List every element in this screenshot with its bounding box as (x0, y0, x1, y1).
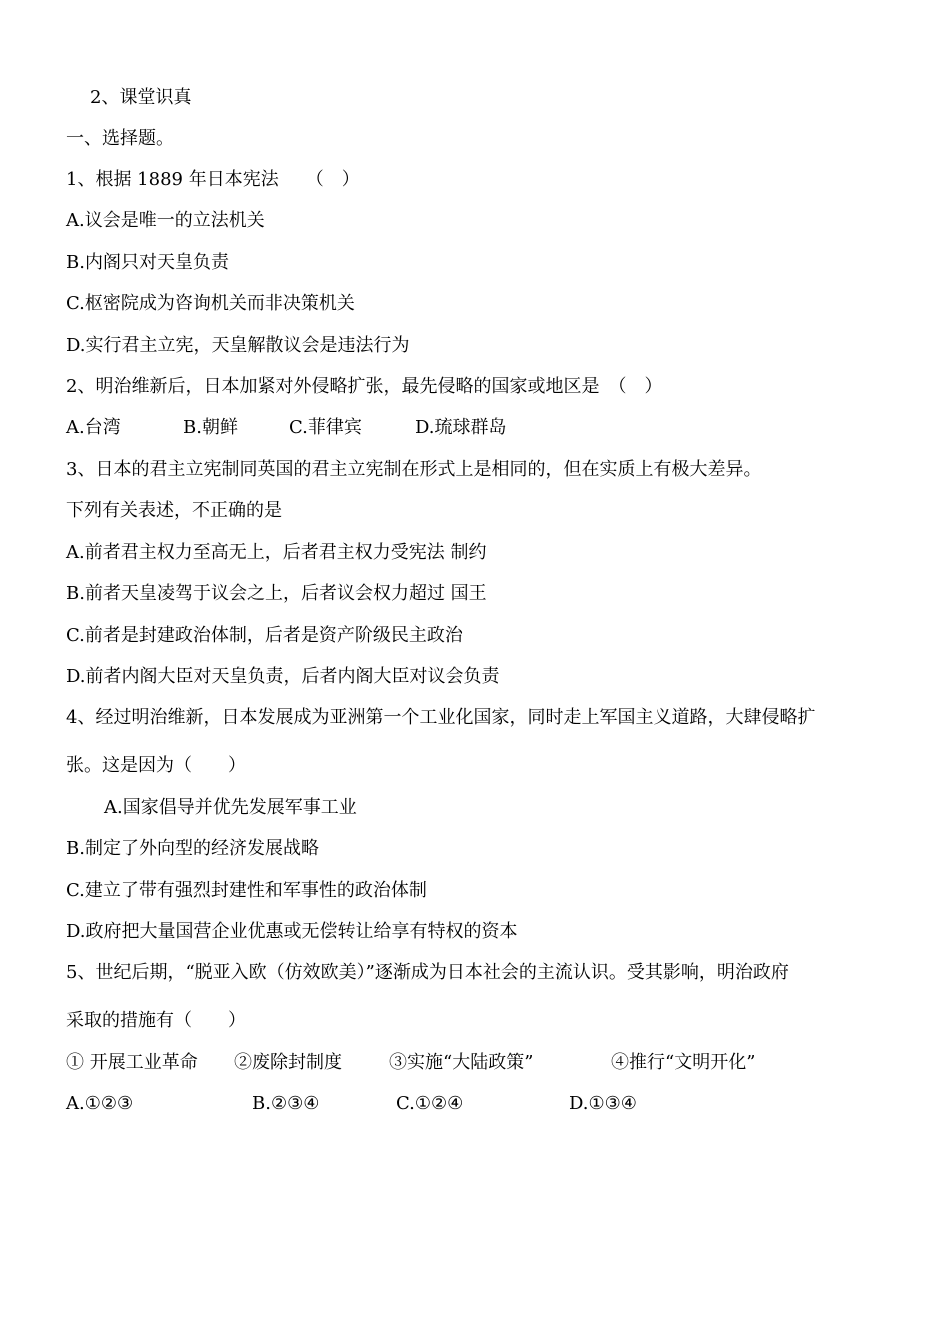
question-4-option-d: D.政府把大量国营企业优惠或无偿转让给享有特权的资本 (66, 921, 518, 942)
part-title: 一、选择题。 (66, 128, 174, 149)
section-heading: 2、课堂识真 (90, 87, 192, 108)
question-1-option-d: D.实行君主立宪，天皇解散议会是违法行为 (66, 335, 410, 356)
question-5-item-2: ②废除封制度 (234, 1052, 342, 1073)
question-5-option-d: D.①③④ (569, 1093, 637, 1114)
question-3-option-b: B.前者天皇凌驾于议会之上，后者议会权力超过 国王 (66, 583, 487, 604)
question-2-option-b: B.朝鲜 (183, 417, 238, 438)
question-3-option-c: C.前者是封建政治体制，后者是资产阶级民主政治 (66, 625, 463, 646)
question-5-options (66, 1092, 910, 1116)
question-5-item-4: ④推行“文明开化” (611, 1052, 756, 1073)
question-4-option-c: C.建立了带有强烈封建性和军事性的政治体制 (66, 880, 427, 901)
question-4-stem-line-2: 张。这是因为（ ） (66, 755, 246, 776)
question-2-option-d: D.琉球群岛 (415, 417, 507, 438)
question-5-items (66, 1051, 910, 1075)
question-4-option-b: B.制定了外向型的经济发展战略 (66, 838, 319, 859)
question-1-stem: 1、根据 1889 年日本宪法 （ ） (66, 169, 360, 190)
question-2-option-c: C.菲律宾 (289, 417, 362, 438)
question-5-item-1: ① 开展工业革命 (66, 1052, 198, 1073)
question-1-option-a: A.议会是唯一的立法机关 (66, 210, 265, 231)
question-3-stem-line-1: 3、日本的君主立宪制同英国的君主立宪制在形式上是相同的，但在实质上有极大差异。 (66, 459, 762, 480)
question-2-stem: 2、明治维新后，日本加紧对外侵略扩张，最先侵略的国家或地区是 （ ） (66, 376, 663, 397)
question-5-option-c: C.①②④ (396, 1093, 464, 1114)
question-4-stem-line-1: 4、经过明治维新，日本发展成为亚洲第一个工业化国家，同时走上军国主义道路，大肆侵略扩 (66, 707, 816, 728)
question-5-option-b: B.②③④ (252, 1093, 320, 1114)
question-1-option-b: B.内阁只对天皇负责 (66, 252, 229, 273)
question-5-item-3: ③实施“大陆政策” (389, 1052, 534, 1073)
question-5-option-a: A.①②③ (66, 1093, 134, 1114)
question-5-stem-line-1: 5、世纪后期，“脱亚入欧（仿效欧美）”逐渐成为日本社会的主流认识。受其影响，明治政府 (66, 962, 789, 983)
question-2-options (66, 416, 910, 440)
question-1-option-c: C.枢密院成为咨询机关而非决策机关 (66, 293, 355, 314)
question-4-option-a: A.国家倡导并优先发展军事工业 (104, 797, 357, 818)
question-3-stem-line-2: 下列有关表述，不正确的是 (66, 500, 282, 521)
question-5-stem-line-2: 采取的措施有（ ） (66, 1010, 246, 1031)
question-3-option-a: A.前者君主权力至高无上，后者君主权力受宪法 制约 (66, 542, 487, 563)
question-2-option-a: A.台湾 (66, 417, 121, 438)
question-3-option-d: D.前者内阁大臣对天皇负责，后者内阁大臣对议会负责 (66, 666, 500, 687)
